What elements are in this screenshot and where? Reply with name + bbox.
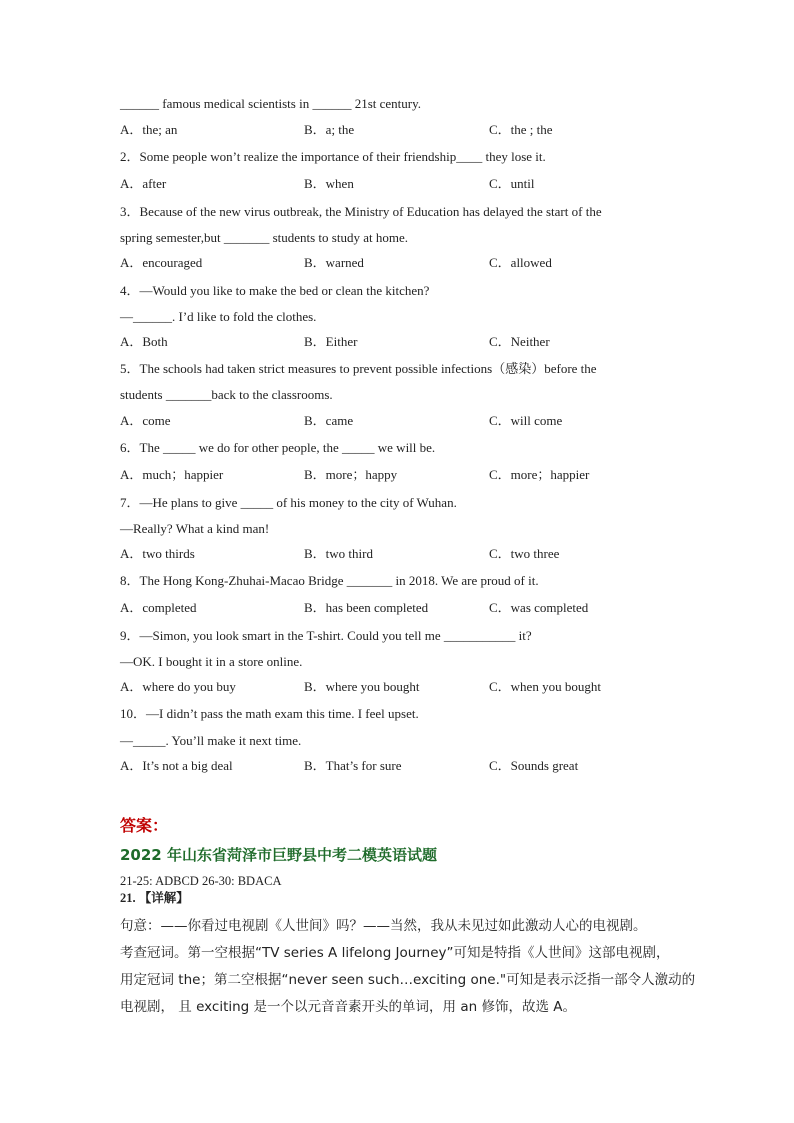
question-stem: 4．—Would you like to make the bed or clean the kitchen? <box>120 283 430 298</box>
option-b: B．when <box>304 176 354 191</box>
option-b: B．two third <box>304 546 373 561</box>
option-a: A．completed <box>120 600 197 615</box>
option-a: A．It’s not a big deal <box>120 758 233 773</box>
question-stem-cont: —_____. You’ll make it next time. <box>120 733 302 748</box>
exam-title: 2022 年山东省菏泽市巨野县中考二模英语试题 <box>120 846 437 864</box>
question-stem: 7．—He plans to give _____ of his money to the city of Wuhan. <box>120 495 457 510</box>
explanation-line: 用定冠词 the；第二空根据“never seen such…exciting one."可知是表示泛指一部令人激动的 <box>120 972 696 988</box>
option-a: A．much；happier <box>120 467 224 482</box>
option-b: B．came <box>304 413 354 428</box>
option-c: C．until <box>489 176 535 191</box>
question-stem: ______ famous medical scientists in ______ 21st century. <box>120 96 421 111</box>
option-c: C．two three <box>489 546 560 561</box>
option-b: B．more；happy <box>304 467 398 482</box>
option-a: A．where do you buy <box>120 679 236 694</box>
question-stem-cont: students _______back to the classrooms. <box>120 387 333 402</box>
question-stem-cont: —______. I’d like to fold the clothes. <box>120 309 317 324</box>
option-c: C．more；happier <box>489 467 590 482</box>
explanation-line: 电视剧， 且 exciting 是一个以元音音素开头的单词，用 an 修饰，故选 A。 <box>120 999 576 1015</box>
option-b: B．where you bought <box>304 679 420 694</box>
option-a: A．come <box>120 413 171 428</box>
question-stem: 9．—Simon, you look smart in the T-shirt. Could you tell me ___________ it? <box>120 628 532 643</box>
option-c: C．Neither <box>489 334 550 349</box>
option-a: A．encouraged <box>120 255 203 270</box>
explanation-heading: 21. 【详解】 <box>120 891 189 905</box>
question-stem: 8．The Hong Kong-Zhuhai-Macao Bridge _______ in 2018. We are proud of it. <box>120 573 539 588</box>
option-c: C．allowed <box>489 255 552 270</box>
question-stem-cont: —Really? What a kind man! <box>120 521 270 536</box>
option-b: B．has been completed <box>304 600 429 615</box>
option-b: B．Either <box>304 334 358 349</box>
explanation-line: 考查冠词。第一空根据“TV series A lifelong Journey”可知是特指《人世间》这部电视剧， <box>120 945 670 961</box>
answer-heading: 答案： <box>120 816 169 835</box>
question-stem-cont: spring semester,but _______ students to study at home. <box>120 230 408 245</box>
question-stem: 2．Some people won’t realize the importance of their friendship____ they lose it. <box>120 149 546 164</box>
option-c: C．was completed <box>489 600 589 615</box>
option-a: A．two thirds <box>120 546 195 561</box>
option-a: A．after <box>120 176 167 191</box>
question-stem: 5．The schools had taken strict measures to prevent possible infections（感染）before the <box>120 361 597 376</box>
option-b: B．warned <box>304 255 364 270</box>
option-c: C．Sounds great <box>489 758 579 773</box>
option-b: B．a; the <box>304 122 355 137</box>
question-stem: 3．Because of the new virus outbreak, the Ministry of Education has delayed the start of the <box>120 204 602 219</box>
option-b: B．That’s for sure <box>304 758 402 773</box>
option-a: A．Both <box>120 334 168 349</box>
question-stem-cont: —OK. I bought it in a store online. <box>120 654 303 669</box>
option-c: C．the ; the <box>489 122 553 137</box>
option-c: C．when you bought <box>489 679 601 694</box>
option-c: C．will come <box>489 413 563 428</box>
explanation-line: 句意：——你看过电视剧《人世间》吗？——当然，我从未见过如此激动人心的电视剧。 <box>120 918 647 934</box>
answer-keys: 21-25: ADBCD 26-30: BDACA <box>120 874 282 888</box>
option-a: A．the; an <box>120 122 178 137</box>
question-stem: 10．—I didn’t pass the math exam this time. I feel upset. <box>120 706 419 721</box>
question-stem: 6．The _____ we do for other people, the _____ we will be. <box>120 440 436 455</box>
